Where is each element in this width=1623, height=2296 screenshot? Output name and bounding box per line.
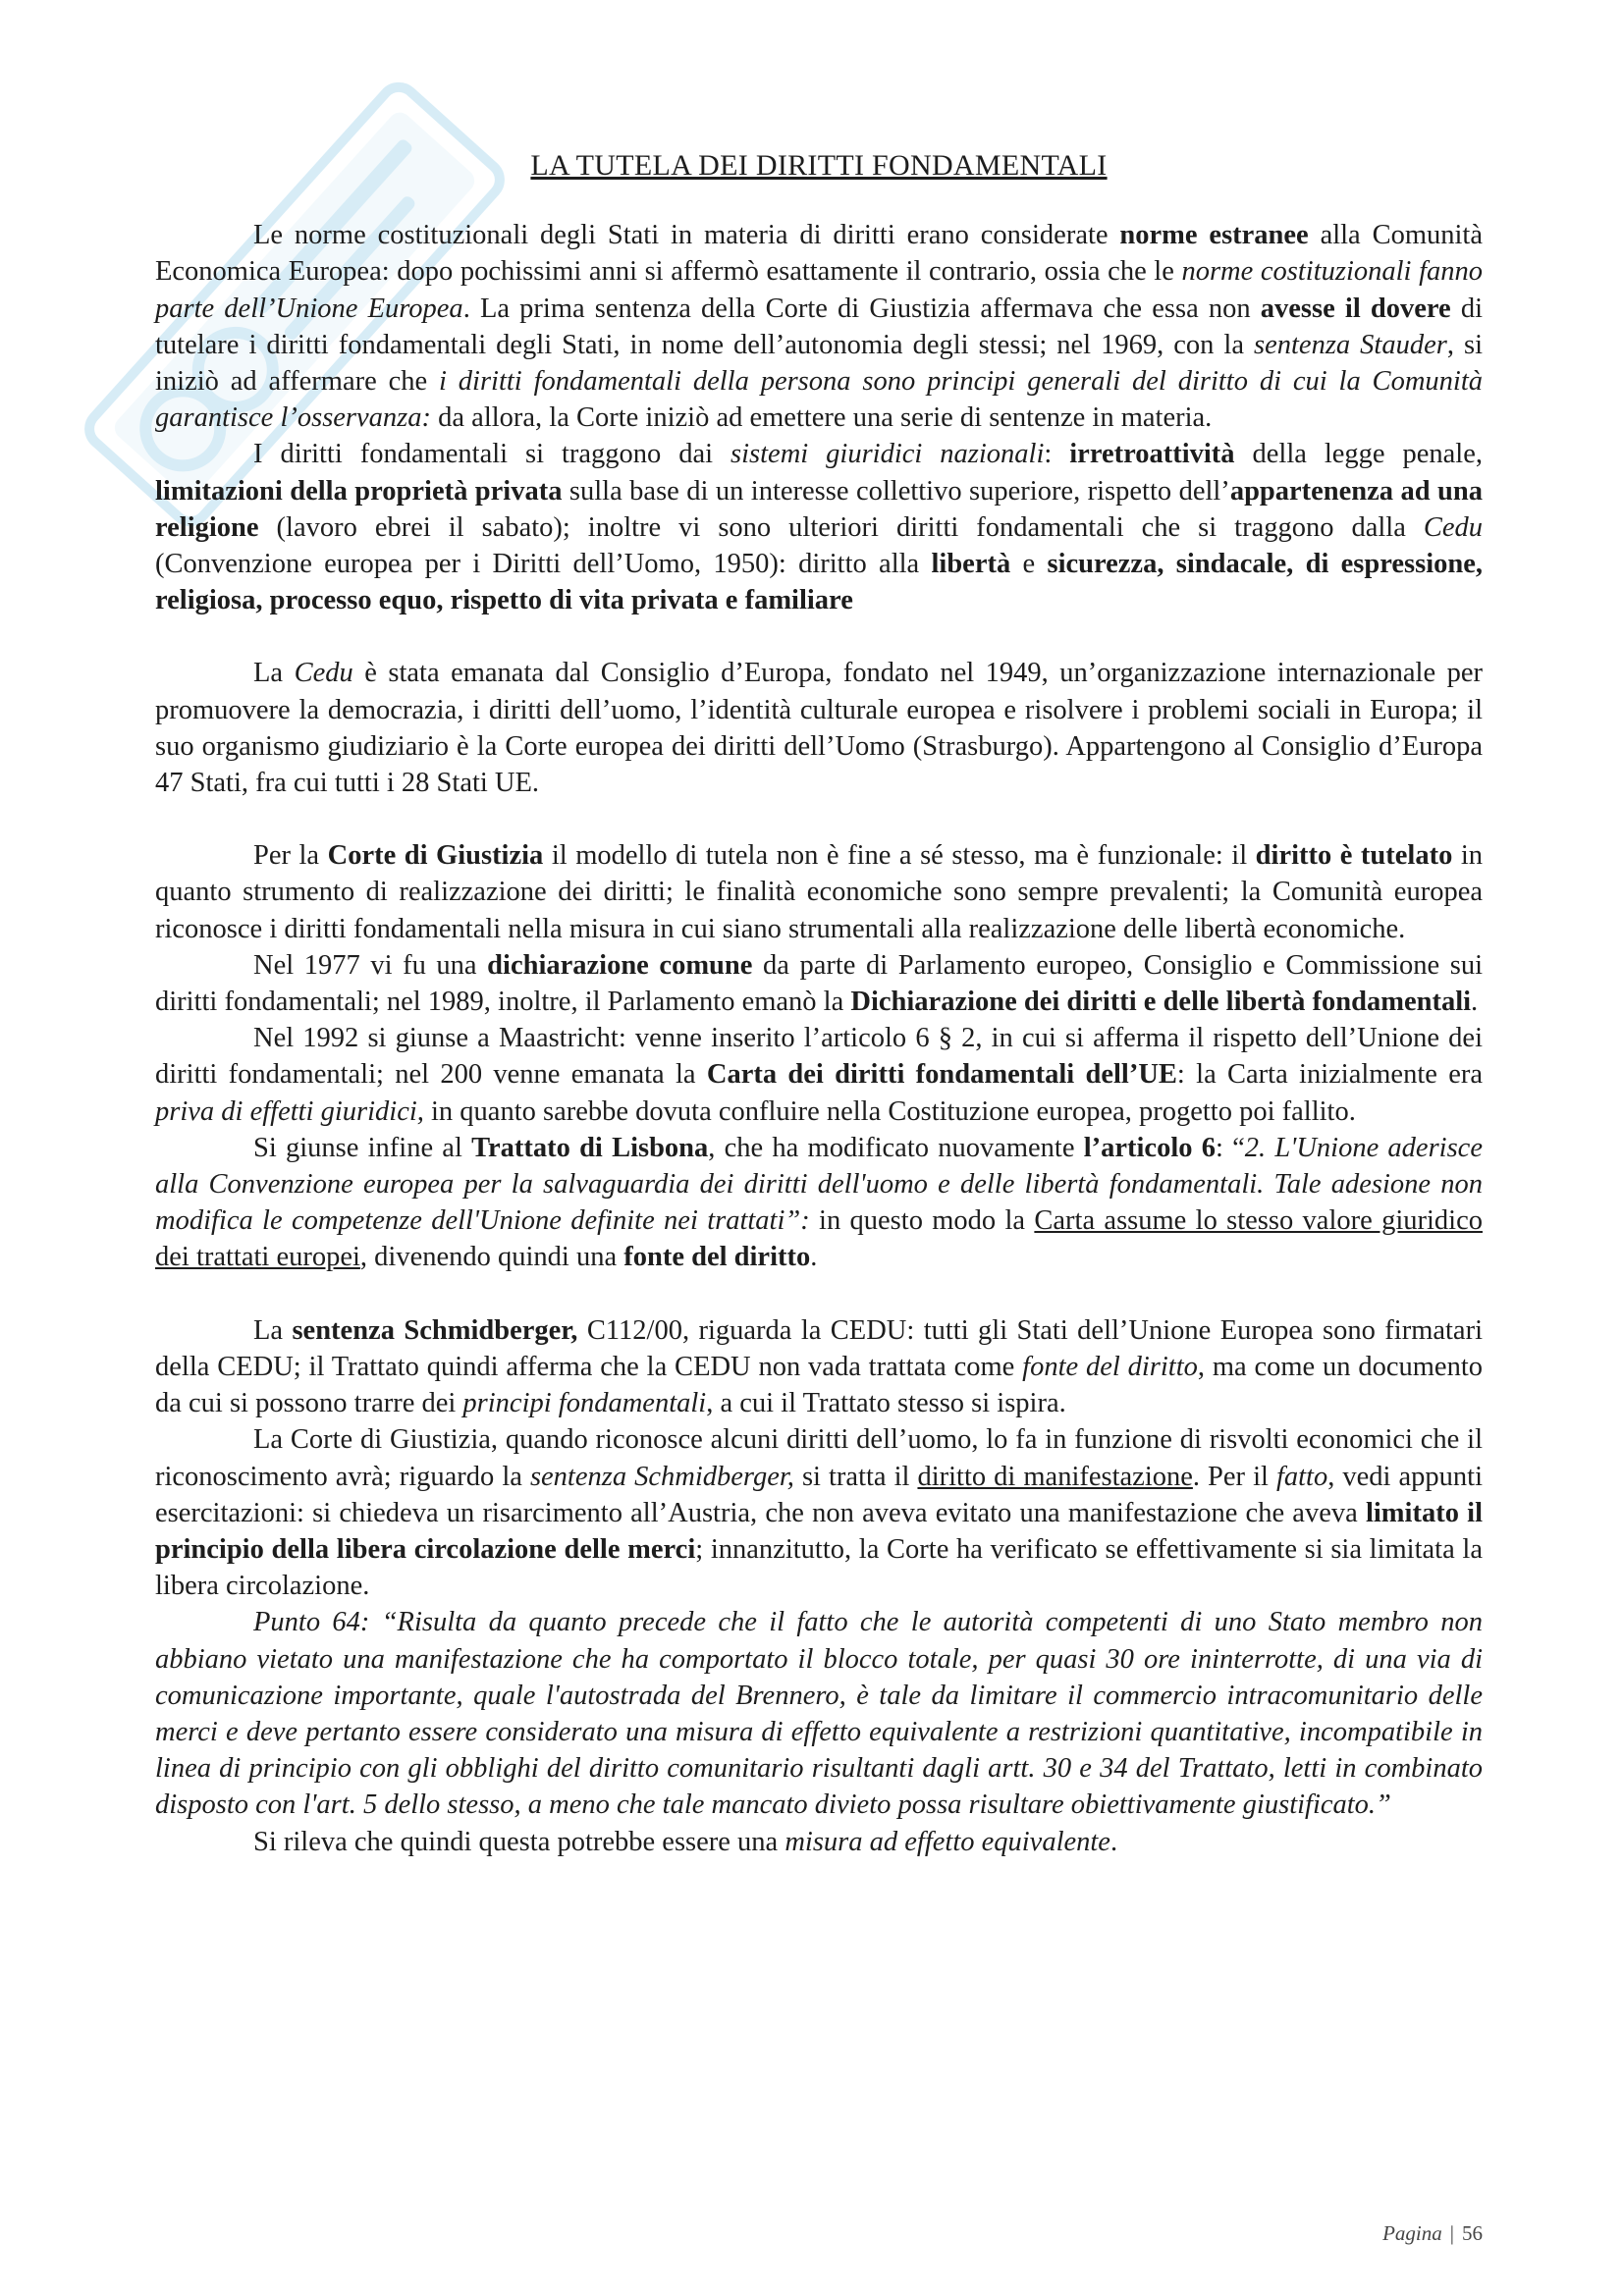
paragraph-3: La Cedu è stata emanata dal Consiglio d’Europa, fondato nel 1949, un’organizzazione internazionale per promuovere la democrazia, i diritti dell’uomo, l’identità culturale europea e risolvere i problemi sociali in Europa; il suo organismo giudiziario è la Corte europea dei diritti dell’Uomo (Strasburgo). Appartengono al Consiglio d’Europa 47 Stati, fra cui tutti i 28 Stati UE. <box>155 658 1484 799</box>
paragraph-6: Nel 1992 si giunse a Maastricht: venne inserito l’articolo 6 § 2, in cui si afferma il rispetto dell’Unione dei diritti fondamentali; nel 200 venne emanata la Carta dei diritti fondamentali dell’UE: la Carta inizialmente era priva di effetti giuridici, in quanto sarebbe dovuta confluire nella Costituzione europea, progetto poi fallito. <box>155 1023 1483 1127</box>
page-title: LA TUTELA DEI DIRITTI FONDAMENTALI <box>530 149 1108 182</box>
paragraph-5: Nel 1977 vi fu una dichiarazione comune da parte di Parlamento europeo, Consiglio e Commissione sui diritti fondamentali; nel 1989, inoltre, il Parlamento emanò la Dichiarazione dei diritti e delle libertà fondamentali. <box>155 949 1484 1018</box>
paragraph-quote-punto-64: Punto 64: “Risulta da quanto precede che il fatto che le autorità competenti di uno Stato membro non abbiano vietato una manifestazione che ha comportato il blocco totale, per quasi 30 ore ininterrotte, di una via di comunicazione importante, quale l'autostrada del Brennero, è tale da limitare il commercio intracomunitario delle merci e deve pertanto essere considerato una misura di effetto equivalente a restrizioni quantitative, incompatibile in linea di principio con gli obblighi del diritto comunitario risultanti dagli artt. 30 e 34 del Trattato, letti in combinato disposto con l'art. 5 dello stesso, a meno che tale mancato divieto possa risultare obiettivamente giustificato.” <box>155 1607 1483 1821</box>
paragraph-2: I diritti fondamentali si traggono dai sistemi giuridici nazionali: irretroattività della legge penale, limitazioni della proprietà privata sulla base di un interesse collettivo superiore, rispetto dell’appartenenza ad una religione (lavoro ebrei il sabato); inoltre vi sono ulteriori diritti fondamentali che si traggono dalla Cedu (Convenzione europea per i Diritti dell’Uomo, 1950): diritto alla libertà e sicurezza, sindacale, di espressione, religiosa, processo equo, rispetto di vita privata e familiare <box>155 439 1484 616</box>
footer-label: Pagina <box>1382 2221 1442 2245</box>
paragraph-8: La sentenza Schmidberger, C112/00, riguarda la CEDU: tutti gli Stati dell’Unione Europea sono firmatari della CEDU; il Trattato quindi afferma che la CEDU non vada trattata come fonte del diritto, ma come un documento da cui si possono trarre dei principi fondamentali, a cui il Trattato stesso si ispira. <box>155 1314 1483 1419</box>
page-footer <box>1382 2221 1483 2246</box>
paragraph-9: La Corte di Giustizia, quando riconosce alcuni diritti dell’uomo, lo fa in funzione di risvolti economici che il riconoscimento avrà; riguardo la sentenza Schmidberger, si tratta il diritto di manifestazione. Per il fatto, vedi appunti esercitazioni: si chiedeva un risarcimento all’Austria, che non aveva evitato una manifestazione che aveva limitato il principio della libera circolazione delle merci; innanzitutto, la Corte ha verificato se effettivamente si sia limitata la libera circolazione. <box>155 1424 1483 1602</box>
paragraph-10: Si rileva che quindi questa potrebbe essere una misura ad effetto equivalente. <box>253 1826 1118 1857</box>
footer-separator: | <box>1449 2221 1454 2245</box>
paragraph-4: Per la Corte di Giustizia il modello di tutela non è fine a sé stesso, ma è funzionale: il diritto è tutelato in quanto strumento di realizzazione dei diritti; le finalità economiche sono sempre prevalenti; la Comunità europea riconosce i diritti fondamentali nella misura in cui siano strumentali alla realizzazione delle libertà economiche. <box>155 840 1484 944</box>
page-number: 56 <box>1462 2221 1483 2245</box>
document-body <box>155 147 1483 1860</box>
paragraph-1: Le norme costituzionali degli Stati in materia di diritti erano considerate norme estranee alla Comunità Economica Europea: dopo pochissimi anni si affermò esattamente il contrario, ossia che le norme costituzionali fanno parte dell’Unione Europea. La prima sentenza della Corte di Giustizia affermava che essa non avesse il dovere di tutelare i diritti fondamentali degli Stati, in nome dell’autonomia degli stessi; nel 1969, con la sentenza Stauder, si iniziò ad affermare che i diritti fondamentali della persona sono principi generali del diritto di cui la Comunità garantisce l’osservanza: da allora, la Corte iniziò ad emettere una serie di sentenze in materia. <box>155 220 1483 434</box>
paragraph-7: Si giunse infine al Trattato di Lisbona, che ha modificato nuovamente l’articolo 6: “2. L'Unione aderisce alla Convenzione europea per la salvaguardia dei diritti dell'uomo e delle libertà fondamentali. Tale adesione non modifica le competenze dell'Unione definite nei trattati”: in questo modo la Carta assume lo stesso valore giuridico dei trattati europei, divenendo quindi una fonte del diritto. <box>155 1132 1483 1273</box>
